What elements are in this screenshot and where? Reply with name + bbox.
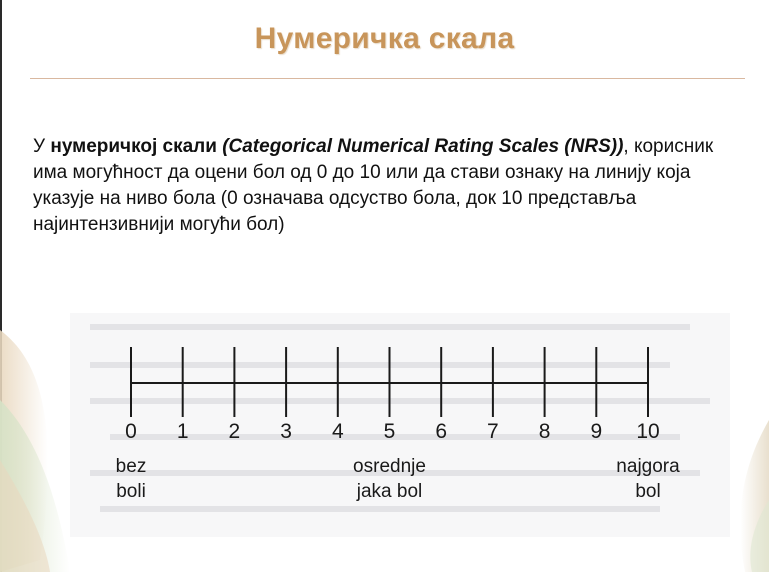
scale-tick-label-9: 9 — [590, 420, 603, 443]
scale-tick-label-6: 6 — [435, 420, 448, 443]
anchor-high-line1: najgora — [616, 456, 680, 477]
anchor-low-line2: boli — [116, 481, 146, 502]
anchor-low-line1: bez — [115, 456, 147, 477]
anchor-mid-line2: jaka bol — [356, 481, 423, 502]
scale-tick-label-1: 1 — [176, 420, 189, 443]
slide-title: Нумеричка скала — [254, 22, 515, 55]
anchor-mid-line1: osrednje — [353, 456, 426, 477]
numeric-rating-scale-figure — [70, 313, 730, 537]
anchor-label-moderate-pain — [353, 454, 426, 504]
scale-tick-label-7: 7 — [487, 420, 499, 443]
title-divider — [30, 78, 745, 79]
scale-tick-label-0: 0 — [125, 420, 137, 443]
scale-tick-label-8: 8 — [538, 420, 551, 443]
scale-tick-label-3: 3 — [280, 420, 292, 443]
scale-tick-label-4: 4 — [331, 420, 344, 443]
bold-term: нумеричкој скали — [50, 136, 217, 157]
description-paragraph — [33, 134, 745, 238]
anchor-label-worst-pain — [616, 454, 679, 504]
scale-tick-label-2: 2 — [228, 420, 241, 443]
anchor-high-line2: bol — [635, 481, 661, 502]
intro-text: У — [33, 136, 51, 157]
rest-text: , корисник има могућност да оцени бол од 0 до 10 или да стави ознаку на линију која указује на ниво бола (0 означава одсуство бола, док 10 представља најинтензивнији могући бол) — [33, 136, 714, 235]
anchor-label-no-pain — [116, 454, 147, 504]
scale-tick-label-5: 5 — [383, 420, 396, 443]
bold-italic-term: (Categorical Numerical Rating Scales (NRS)) — [222, 136, 624, 157]
scale-tick-label-10: 10 — [636, 420, 660, 443]
